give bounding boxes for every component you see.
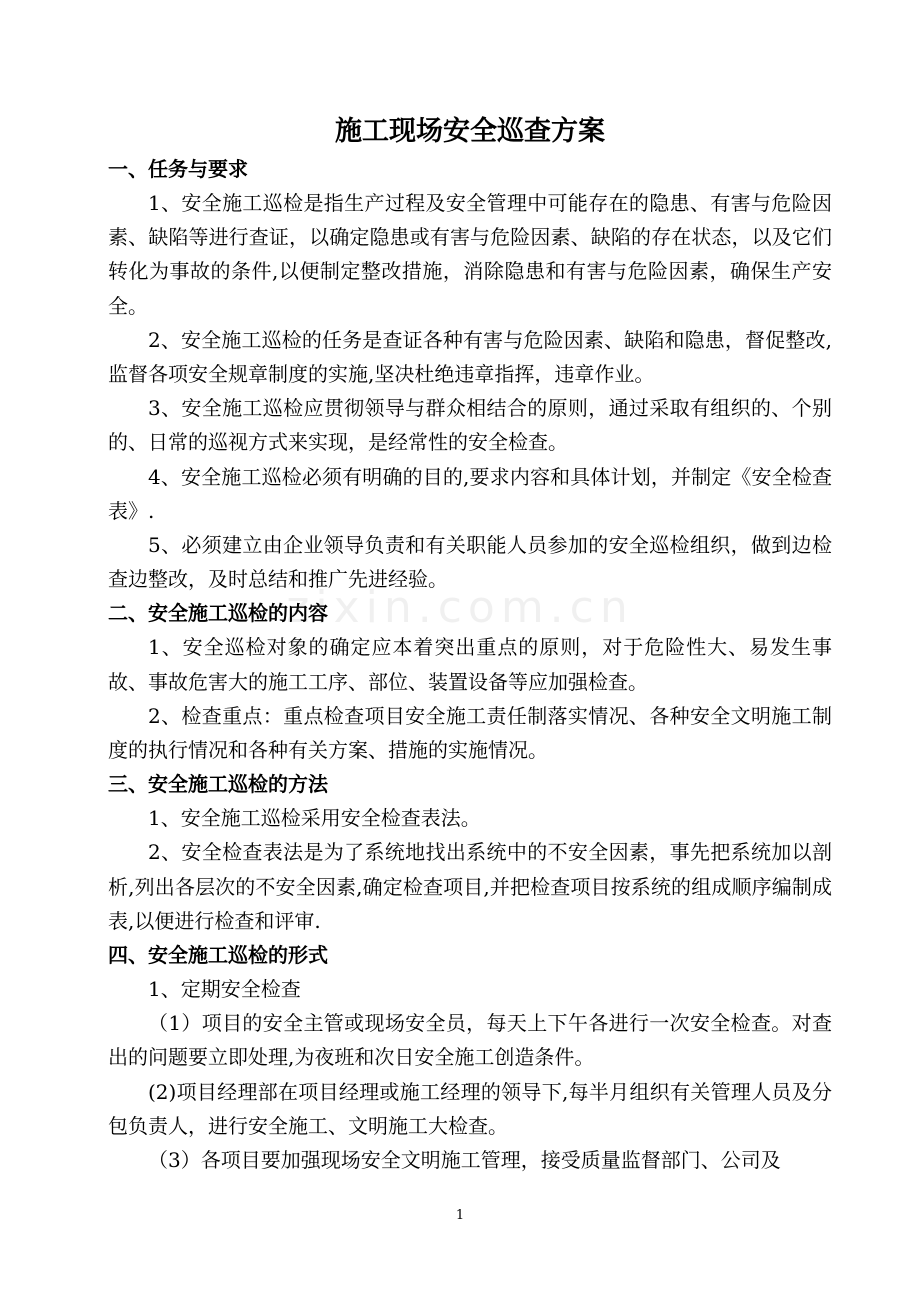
watermark: zixin.com.cn [286,582,634,633]
paragraph: 2、检查重点：重点检查项目安全施工责任制落实情况、各种安全文明施工制度的执行情况和各种有关方案、措施的实施情况。 [108,703,832,763]
paragraph: 1、定期安全检查 [148,977,301,1002]
paragraph: （1）项目的安全主管或现场安全员，每天上下午各进行一次安全检查。对查出的问题要立即处理,为夜班和次日安全施工创造条件。 [108,1011,832,1070]
paragraph: 2、安全检查表法是为了系统地找出系统中的不安全因素，事先把系统加以剖析,列出各层次的不安全因素,确定检查项目,并把检查项目按系统的组成顺序编制成表,以便进行检查和评审. [108,840,832,933]
paragraph: 1、安全施工巡检采用安全检查表法。 [148,806,481,831]
section-heading: 三、安全施工巡检的方法 [108,772,328,797]
section-inspection-form [108,938,832,1177]
section-inspection-method [108,767,832,938]
paragraph: 1、安全巡检对象的确定应本着突出重点的原则，对于危险性大、易发生事故、事故危害大的施工工序、部位、装置设备等应加强检查。 [108,635,832,694]
paragraph: 1、安全施工巡检是指生产过程及安全管理中可能存在的隐患、有害与危险因素、缺陷等进行查证，以确定隐患或有害与危险因素、缺陷的存在状态，以及它们转化为事故的条件,以便制定整改措施，消除隐患和有害与危险因素，确保生产安全。 [108,191,832,318]
paragraph: (2)项目经理部在项目经理或施工经理的领导下,每半月组织有关管理人员及分包负责人，进行安全施工、文明施工大检查。 [108,1079,832,1138]
page-number: 1 [455,1208,465,1223]
section-heading: 四、安全施工巡检的形式 [108,943,328,968]
section-heading: 二、安全施工巡检的内容 [108,601,328,626]
paragraph: 4、安全施工巡检必须有明确的目的,要求内容和具体计划，并制定《安全检查表》. [108,464,832,523]
document-title: 施工现场安全巡查方案 [335,116,605,147]
document-body [108,112,832,1177]
paragraph: （3）各项目要加强现场安全文明施工管理，接受质量监督部门、公司及 [148,1148,781,1173]
paragraph: 3、安全施工巡检应贯彻领导与群众相结合的原则，通过采取有组织的、个别的、日常的巡视方式来实现，是经常性的安全检查。 [108,396,832,455]
section-inspection-content [108,596,832,767]
paragraph: 2、安全施工巡检的任务是查证各种有害与危险因素、缺陷和隐患，督促整改,监督各项安全规章制度的实施,坚决杜绝违章指挥，违章作业。 [108,327,832,387]
section-heading: 一、任务与要求 [108,157,248,181]
paragraph: 5、必须建立由企业领导负责和有关职能人员参加的安全巡检组织，做到边检查边整改，及时总结和推广先进经验。 [108,533,832,592]
section-task-requirements [108,152,832,596]
